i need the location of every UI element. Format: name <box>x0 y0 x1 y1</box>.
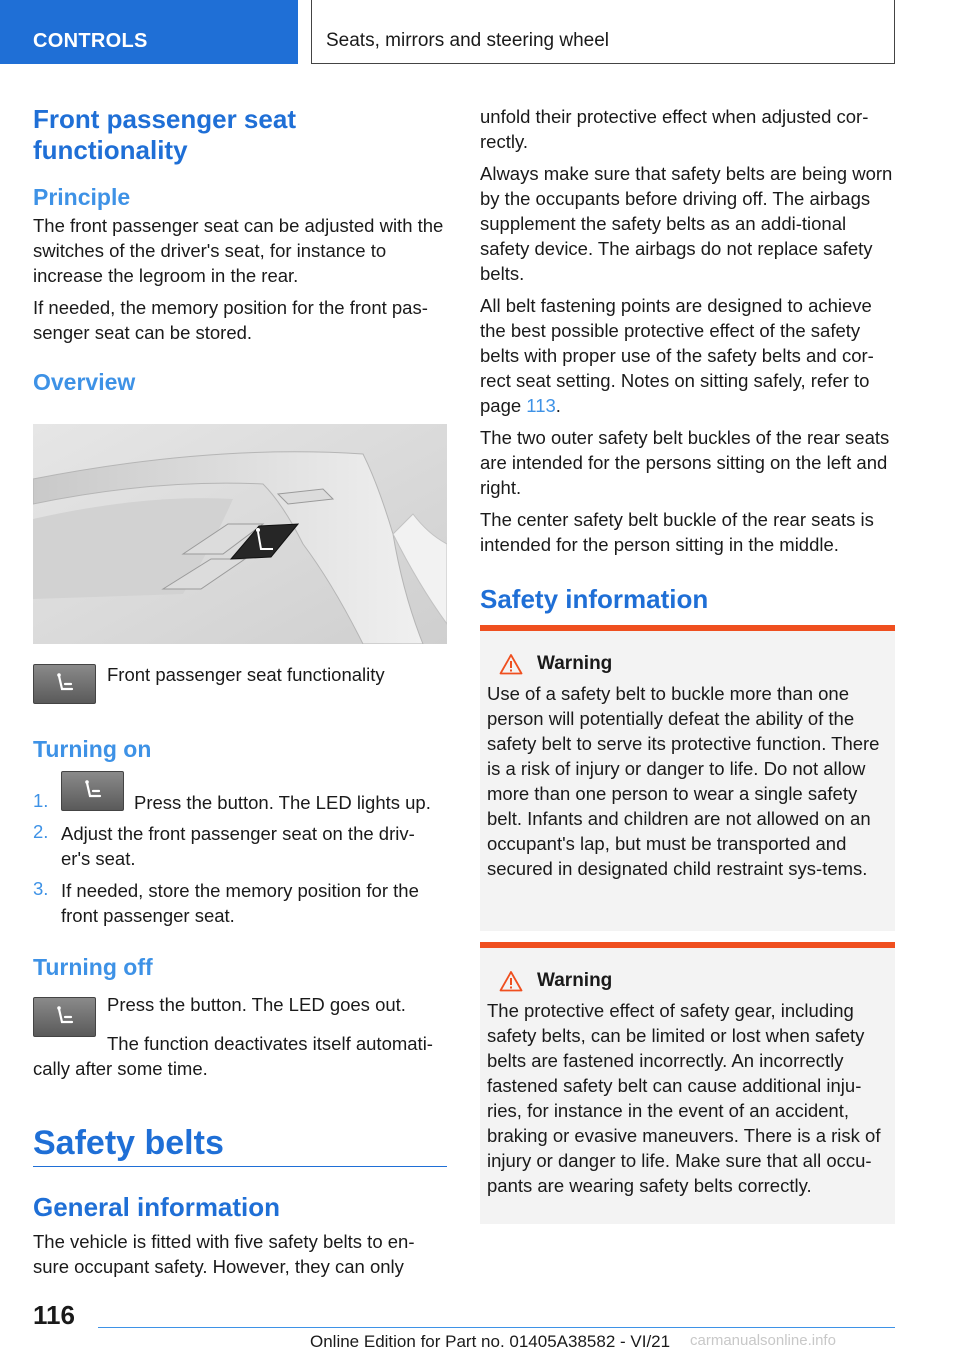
section-label: CONTROLS <box>33 30 148 52</box>
page-reference-link[interactable]: 113 <box>526 395 556 416</box>
overview-heading: Overview <box>33 369 136 395</box>
right-paragraph-3-text: All belt fastening points are designed to achieve the best possible protective effect of the safety belts with proper use of the safety belts and cor‐rect seat setting. Notes on sitting safely, refer to page <box>480 295 874 416</box>
seat-switch-photo <box>33 424 447 644</box>
heading-underline <box>33 1166 447 1167</box>
photo-caption: Front passenger seat functionality <box>107 664 385 685</box>
list-number: 2. <box>33 821 49 842</box>
seat-switch-illustration <box>33 424 447 644</box>
warning-triangle-icon <box>499 653 523 675</box>
general-information-heading: General information <box>33 1192 281 1222</box>
turning-off-paragraph-2: The function deactivates itself automati‐cally after some time. <box>33 1033 433 1079</box>
right-paragraph-5: The center safety belt buckle of the rear seats is intended for the person sitting in the middle. <box>480 509 874 555</box>
passenger-seat-button-icon <box>61 771 124 811</box>
list-item-text: Adjust the front passenger seat on the driv‐er's seat. <box>61 823 415 869</box>
watermark-text: carmanualsonline.info <box>690 1332 836 1349</box>
seat-icon <box>51 670 79 698</box>
page-number: 116 <box>33 1300 75 1330</box>
chapter-header <box>311 0 895 64</box>
right-paragraph-1: unfold their protective effect when adjusted cor‐rectly. <box>480 106 869 152</box>
seat-icon <box>79 777 107 805</box>
list-number: 3. <box>33 878 49 899</box>
list-number: 1. <box>33 790 49 811</box>
section-tab <box>0 0 298 64</box>
warning-text: The protective effect of safety gear, including safety belts, can be limited or lost when safety belts are fastened incorrectly. An incorrectly fastened safety belt can cause additional inju‐ries, for instance in the event of an accident, braking or evasive maneuvers. There is a risk of injury or danger to life. Make sure that all occu‐pants are wearing safety belts correctly. <box>487 1000 881 1196</box>
warning-title <box>487 970 885 992</box>
principle-heading: Principle <box>33 184 131 210</box>
turning-on-heading: Turning on <box>33 736 152 762</box>
warning-triangle-icon <box>499 970 523 992</box>
principle-paragraph-2: If needed, the memory position for the front pas‐senger seat can be stored. <box>33 297 428 343</box>
chapter-label: Seats, mirrors and steering wheel <box>326 30 610 51</box>
right-paragraph-3 <box>480 293 895 418</box>
safety-belts-heading: Safety belts <box>33 1124 224 1162</box>
turning-off-heading: Turning off <box>33 954 153 980</box>
right-paragraph-4: The two outer safety belt buckles of the rear seats are intended for the persons sitting on the left and right. <box>480 427 890 498</box>
right-column <box>480 104 895 557</box>
warning-box <box>480 625 895 931</box>
right-paragraph-2: Always make sure that safety belts are being worn by the occupants before driving off. The airbags supplement the safety belts as an addi‐tional safety device. The airbags do not replace safety belts. <box>480 163 893 284</box>
list-item-text: Press the button. The LED lights up. <box>134 792 431 813</box>
principle-paragraph-1: The front passenger seat can be adjusted with the switches of the driver's seat, for instance to increase the legroom in the rear. <box>33 215 444 286</box>
list-item-text: If needed, store the memory position for the front passenger seat. <box>61 880 419 926</box>
passenger-seat-button-icon <box>33 664 96 704</box>
seat-icon <box>51 1003 79 1031</box>
warning-title <box>487 653 885 675</box>
warning-box <box>480 942 895 1224</box>
warning-title-text: Warning <box>537 970 613 991</box>
warning-text: Use of a safety belt to buckle more than one person will potentially defeat the ability of the safety belt to serve its protective function. There is a risk of injury or danger to life. Do not allow more than one person to wear a single safety belt. Infants and children are not allowed on an occupant's lap, but must be transported and secured in designated child restraint sys‐tems. <box>487 683 880 879</box>
turning-off-paragraph-1: Press the button. The LED goes out. <box>107 994 406 1015</box>
section-title: Front passenger seat functionality <box>33 104 296 165</box>
general-paragraph: The vehicle is fitted with five safety belts to en‐sure occupant safety. However, they can only <box>33 1231 415 1277</box>
right-paragraph-3-end: . <box>555 395 561 416</box>
safety-information-heading: Safety information <box>480 584 709 614</box>
left-column-top <box>33 104 447 396</box>
footer-divider <box>98 1327 895 1328</box>
edition-text: Online Edition for Part no. 01405A38582 - VI/21 <box>310 1332 671 1351</box>
warning-title-text: Warning <box>537 653 613 674</box>
